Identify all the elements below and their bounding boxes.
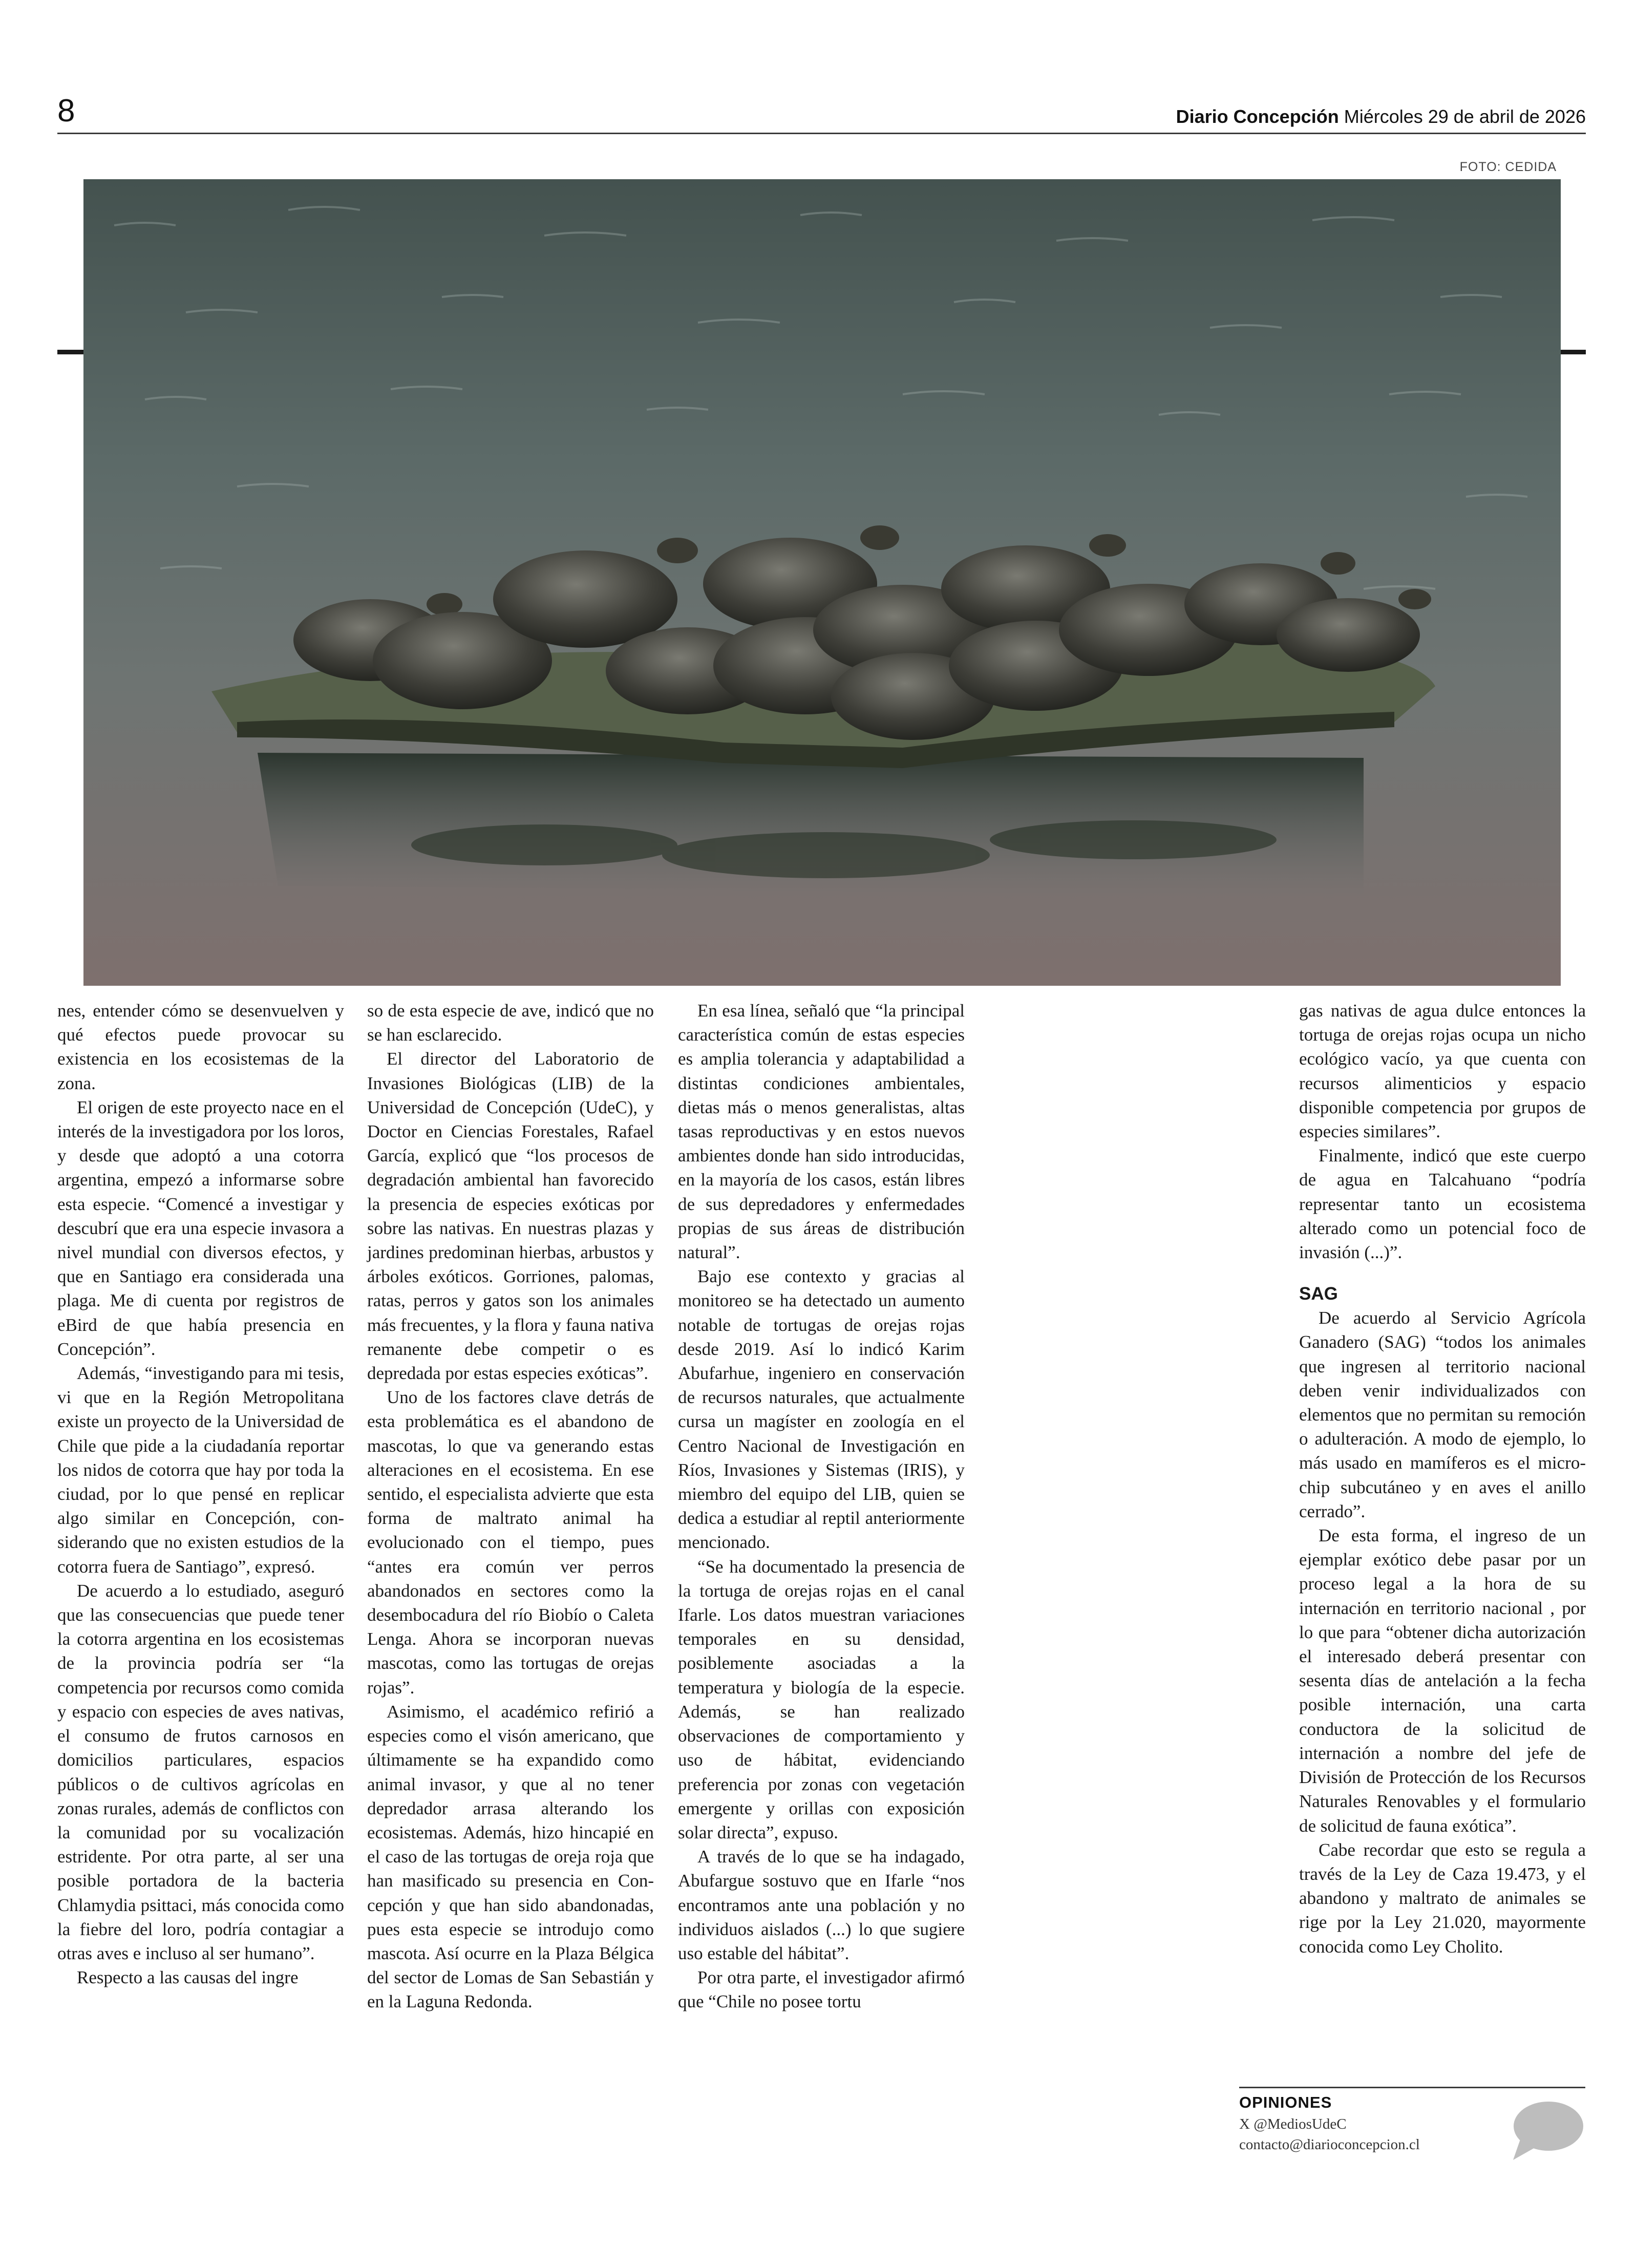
issue-date: Miércoles 29 de abril de 2026 <box>1344 106 1586 127</box>
paragraph: Por otra parte, el investigador afirmó que “Chile no posee tortu <box>678 1967 965 2012</box>
turtles-photo <box>83 179 1561 986</box>
section-tick-left <box>57 350 83 354</box>
paragraph: Respecto a las causas del ingre <box>77 1967 299 1988</box>
paragraph: De acuerdo a lo estudiado, aseguró que las consecuencias que puede tener la cotorra argentina en los ecosistemas de la provincia podría ser “la competencia por recursos como comida y espacio con especies de aves nativas, el consumo de frutos carnosos en domicilios particulares, espacios públicos o de cultivos agrícolas en zonas rurales, además de conflictos con la comunidad por su vocalización estridente. Por otra parte, al ser una posible portadora de la bacteria Chlamydia psittaci, más conocida como la fiebre del loro, podría contagiar a otras aves e incluso al ser humano”. <box>57 1580 344 1963</box>
paragraph: En esa línea, señaló que “la principal característica común de estas especies es amplia tolerancia y adaptabilidad a distintas condiciones ambientales, dietas más o menos generalistas, altas tasas reproductivas y en estos nuevos ambientes donde han sido introducidas, en la mayoría de los casos, están libres de sus depredadores y enfermedades propias de sus áreas de distribución natural”. <box>678 1001 965 1263</box>
article-body <box>57 999 1586 2176</box>
newspaper-name: Diario Concepción <box>1176 106 1339 127</box>
opinions-title: OPINIONES <box>1239 2093 1332 2111</box>
paragraph: nes, entender cómo se desenvuelven y qué efectos puede provocar su existencia en los ecosistemas de la zona. <box>57 1001 344 1093</box>
paragraph: Cabe recordar que esto se regula a través de la Ley de Caza 19.473, y el abandono y maltrato de animales se rige por la Ley 21.020, mayormente conocida como Ley Cholito. <box>1299 1839 1586 1957</box>
paragraph: Asimismo, el académico refirió a especies como el visón americano, que últimamente se ha expandido como animal invasor, y que al no tener depredador arrasa alterando los ecosistemas. Además, hizo hincapié en el caso de las tortugas de oreja roja que han masificado su presencia en Concepción y que han sido abandonadas, pues esta especie se introdujo como mascota. Así ocurre en la Plaza Bélgica del sector de Lomas de San Sebastián y en la Laguna Redonda. <box>367 1701 654 2012</box>
social-handle[interactable]: X @MediosUdeC <box>1239 2116 1347 2132</box>
photo-credit: FOTO: CEDIDA <box>1459 160 1557 174</box>
column-3 <box>678 999 965 2014</box>
paragraph: Además, “investigando para mi tesis, vi que en la Región Metropolitana existe un proyecto de la Universidad de Chile que pide a la ciudadanía reportar los nidos de cotorra que hay por toda la ciudad, por lo que pensé en replicar algo similar en Concepción, considerando que no existen estudios de la cotorra fuera de Santiago”, expresó. <box>57 1363 344 1577</box>
paragraph: so de esta especie de ave, indicó que no se han esclarecido. <box>367 1001 654 1045</box>
paragraph: El director del Laboratorio de Invasiones Biológicas (LIB) de la Universidad de Concepción (UdeC), y Doctor en Ciencias Forestales, Rafael García, explicó que “los procesos de degradación ambiental han favorecido la presencia de especies exóticas por sobre las nativas. En nuestras plazas y jardines predominan hierbas, arbustos y árboles exóticos. Gorriones, palomas, ratas, perros y gatos son los animales más frecuentes, y la flora y fauna nativa remanente debe competir o es depredada por estas especies exóticas”. <box>367 1049 654 1384</box>
paragraph: De esta forma, el ingreso de un ejemplar exótico debe pasar por un proceso legal a la hora de su internación en territorio nacional , por lo que para “obtener dicha autorización el interesado deberá presentar con sesenta días de antelación a la fecha posible internación, una carta conductora de la solicitud de internación a nombre del jefe de División de Protección de los Recursos Naturales Renovables y el formulario de solicitud de fauna exótica”. <box>1299 1525 1586 1836</box>
opinions-box <box>1239 2087 1585 2175</box>
page-number: 8 <box>57 93 75 129</box>
contact-email[interactable]: contacto@diarioconcepcion.cl <box>1239 2136 1420 2153</box>
paragraph: Bajo ese contexto y gracias al monitoreo se ha detectado un aumento notable de tortugas de orejas rojas desde 2019. Así lo indicó Karim Abufarhue, ingeniero en conservación de recursos naturales, que actualmente cursa un magíster en zoología en el Centro Nacional de Investigación en Ríos, Invasiones y Sistemas (IRIS), y miembro del equipo del LIB, quien se dedica a estudiar al reptil anteriormente mencionado. <box>678 1266 965 1553</box>
paragraph: Uno de los factores clave detrás de esta problemática es el abandono de mascotas, lo que va generando estas alteraciones en el ecosistema. En ese sentido, el especialista advierte que esta forma de maltrato animal ha evolucionado con el tiempo, pues “antes era común ver perros abandonados en sectores como la desembocadura del río Biobío o Caleta Lenga. Ahora se incorporan nuevas mascotas, como las tortugas de orejas rojas”. <box>367 1387 654 1698</box>
masthead <box>1176 105 1586 128</box>
paragraph: A través de lo que se ha indagado, Abufargue sostuvo que en Ifarle “nos encontramos ante una población y no individuos aislados (...) lo que sugiere uso estable del hábitat”. <box>678 1847 965 1963</box>
subheading-sag: SAG <box>1299 1284 1338 1304</box>
paragraph: Finalmente, indicó que este cuerpo de agua en Talcahuano “podría representar tanto un ecosistema alterado como un potencial foco de invasión (...)”. <box>1299 1146 1586 1263</box>
section-tick-right <box>1561 350 1586 354</box>
turtles-on-floating-island-icon <box>83 179 1561 986</box>
paragraph: “Se ha documentado la presencia de la tortuga de orejas rojas en el canal Ifarle. Los datos muestran variaciones temporales en su densidad, posiblemente asociadas a la temperatura y biología de la especie. Además, se han realizado observaciones de comportamiento y uso de hábitat, evidenciando preferencia por zonas con vegetación emergente y orillas con exposición solar directa”, expuso. <box>678 1556 965 1842</box>
speech-bubble-icon <box>1510 2100 1584 2162</box>
header-rule <box>57 133 1586 134</box>
column-1 <box>57 999 344 1989</box>
column-2 <box>367 999 654 2014</box>
paragraph: gas nativas de agua dulce entonces la tortuga de orejas rojas ocupa un nicho ecológico vacío, ya que cuenta con recursos alimenticios y espacio disponible competencia por grupos de especies similares”. <box>1299 1001 1586 1142</box>
paragraph: De acuerdo al Servicio Agrícola Ganadero (SAG) “todos los animales que ingresen al territorio nacional deben venir individualizados con elementos que no permitan su remoción o adulteración. A modo de ejemplo, lo más usado en mamíferos es el microchip subcutáneo y en aves el anillo cerrado”. <box>1299 1308 1586 1521</box>
column-4 <box>1299 999 1586 1959</box>
paragraph: El origen de este proyecto nace en el interés de la investigadora por los loros, y desde que adoptó a una cotorra argentina, empezó a informarse sobre esta especie. “Comencé a investigar y descubrí que era una especie invasora a nivel mundial con diversos efectos, y que en Santiago era considerada una plaga. Me di cuenta por registros de eBird de que había presencia en Concepción”. <box>57 1097 344 1359</box>
